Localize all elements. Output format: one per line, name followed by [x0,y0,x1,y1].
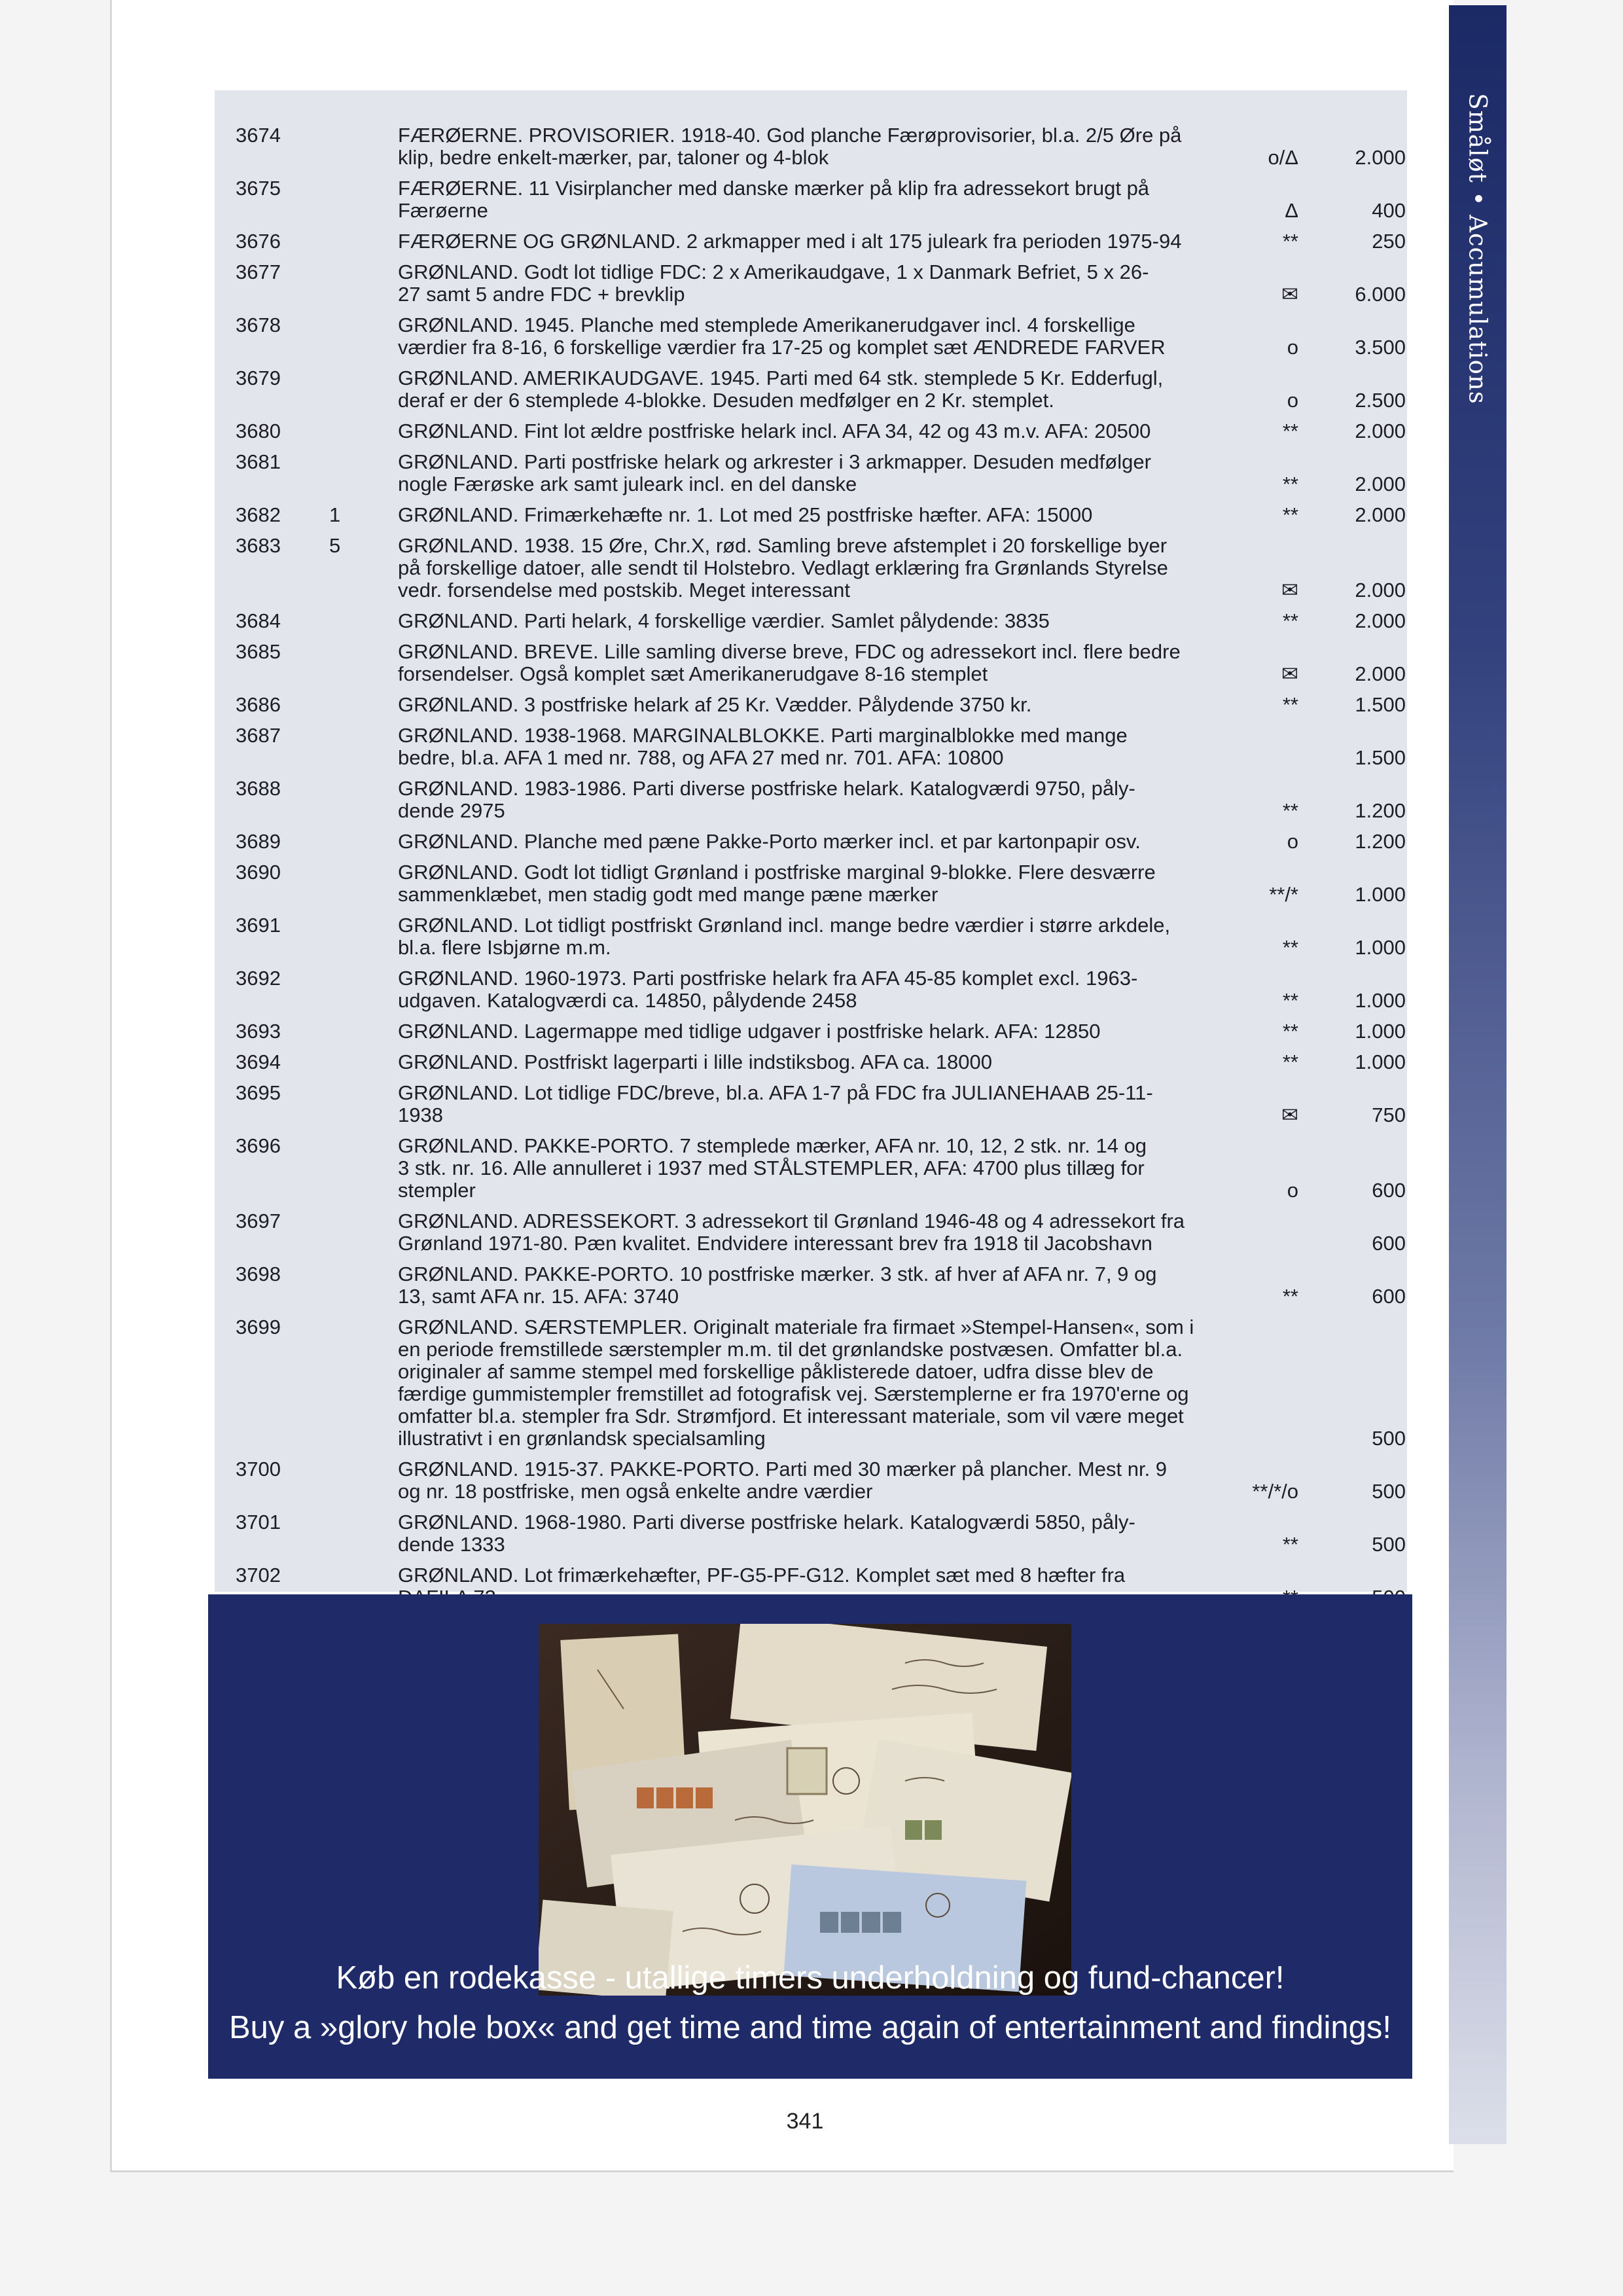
letters-photo-graphic [539,1624,1071,1996]
lot-row [215,1263,1407,1308]
lot-description-line: GRØNLAND. Parti helark, 4 forskellige værdier. Samlet pålydende: 3835 [398,609,1050,632]
lot-price: 1.500 [1355,746,1406,769]
lot-condition: ✉ [1281,579,1298,601]
lot-description [398,504,1262,526]
lot-description-line: GRØNLAND. SÆRSTEMPLER. Originalt materiale fra firmaet »Stempel-Hansen«, som i [398,1316,1194,1338]
lot-price: 1.200 [1355,799,1406,822]
lot-condition: **/* [1269,883,1298,906]
lot-description [398,1082,1262,1126]
lot-description-line: stempler [398,1179,476,1202]
lot-price: 2.000 [1355,420,1406,442]
lot-row [215,124,1407,169]
lot-row [215,1135,1407,1202]
lot-description-line: GRØNLAND. 1915-37. PAKKE-PORTO. Parti med 30 mærker på plancher. Mest nr. 9 [398,1458,1168,1480]
lot-row [215,177,1407,222]
lot-price: 250 [1372,230,1406,253]
lot-price: 600 [1372,1285,1406,1308]
lot-description-line: GRØNLAND. Lagermappe med tidlige udgaver i postfriske helark. AFA: 12850 [398,1020,1101,1043]
lot-row [215,1210,1407,1255]
lot-condition: ** [1282,473,1298,495]
lot-description-line: originaler af samme stempel med forskellige påklisterede datoer, udfra disse blev de [398,1360,1154,1383]
lot-description-line: 27 samt 5 andre FDC + brevklip [398,283,685,306]
lot-description-line: omfatter bl.a. stempler fra Sdr. Strømfjord. Et interessant materiale, som vil være meget [398,1405,1184,1427]
lot-number: 3681 [236,450,281,473]
lot-condition: ** [1282,989,1298,1012]
lot-price: 1.000 [1355,936,1406,959]
lot-description [398,694,1262,716]
lot-condition: ** [1282,1050,1298,1073]
lot-condition: ** [1282,420,1298,442]
lot-condition: o [1287,389,1298,412]
lot-description-line: 1938 [398,1103,443,1126]
lot-number: 3683 [236,534,281,557]
lot-price: 2.500 [1355,389,1406,412]
lot-condition: ** [1282,1285,1298,1308]
lot-row [215,1051,1407,1073]
lot-condition: ** [1282,936,1298,959]
lot-description-line: Færøerne [398,199,488,222]
lot-number: 3701 [236,1511,281,1534]
lot-description-line: GRØNLAND. Planche med pæne Pakke-Porto mærker incl. et par kartonpapir osv. [398,830,1141,853]
lot-number: 3675 [236,177,281,200]
lot-description-line: GRØNLAND. 1945. Planche med stemplede Amerikanerudgaver incl. 4 forskellige [398,314,1135,336]
lot-description [398,831,1262,853]
lot-condition: ** [1282,1020,1298,1043]
lot-number: 3687 [236,724,281,747]
page-number: 341 [786,2109,824,2134]
sidebar-label: Småløt • Accumulations [1463,93,1492,404]
lot-row [215,694,1407,716]
lot-description [398,1051,1262,1073]
lot-description-line: værdier fra 8-16, 6 forskellige værdier fra 17-25 og komplet sæt ÆNDREDE FARVER [398,336,1166,359]
lot-description-line: Grønland 1971-80. Pæn kvalitet. Endvidere interessant brev fra 1918 til Jacobshavn [398,1232,1152,1255]
lot-condition: Δ [1285,199,1298,222]
lot-condition: ✉ [1281,283,1298,306]
lot-condition: o/Δ [1268,146,1298,169]
lot-number: 3684 [236,609,281,632]
lot-number: 3676 [236,230,281,253]
lot-condition: **/*/o [1252,1480,1298,1503]
lot-description-line: GRØNLAND. PAKKE-PORTO. 7 stemplede mærker, AFA nr. 10, 12, 2 stk. nr. 14 og [398,1134,1147,1157]
lot-description-line: sammenklæbet, men stadig godt med mange pæne mærker [398,883,938,906]
lot-price: 2.000 [1355,473,1406,495]
lot-condition: ** [1282,503,1298,526]
lot-number: 3674 [236,124,281,147]
lot-description [398,1210,1262,1255]
lot-description-line: klip, bedre enkelt-mærker, par, taloner og 4-blok [398,146,829,169]
lot-description-line: GRØNLAND. Fint lot ældre postfriske helark incl. AFA 34, 42 og 43 m.v. AFA: 20500 [398,420,1151,442]
lot-price: 2.000 [1355,503,1406,526]
lot-description-line: GRØNLAND. 1938-1968. MARGINALBLOKKE. Parti marginalblokke med mange [398,724,1128,747]
lot-price: 1.200 [1355,830,1406,853]
lot-description-line: dende 2975 [398,799,505,822]
lot-price: 1.000 [1355,883,1406,906]
lot-description [398,778,1262,822]
lot-description-line: 13, samt AFA nr. 15. AFA: 3740 [398,1285,679,1308]
lot-row [215,778,1407,822]
lot-row [215,314,1407,359]
lot-condition: ** [1282,799,1298,822]
lot-condition: ** [1282,609,1298,632]
lot-row [215,420,1407,442]
lot-condition: ** [1282,230,1298,253]
lot-price: 600 [1372,1232,1406,1255]
lot-description-line: GRØNLAND. Godt lot tidlige FDC: 2 x Amerikaudgave, 1 x Danmark Befriet, 5 x 26- [398,260,1149,283]
lot-row [215,261,1407,306]
lot-row [215,230,1407,253]
lot-description-line: GRØNLAND. PAKKE-PORTO. 10 postfriske mærker. 3 stk. af hver af AFA nr. 7, 9 og [398,1263,1157,1285]
lot-number: 3700 [236,1458,281,1480]
lot-figure-ref: 5 [329,534,341,557]
lot-description-line: og nr. 18 postfriske, men også enkelte andre værdier [398,1480,873,1503]
lot-description [398,725,1262,769]
lot-number: 3679 [236,367,281,389]
lot-description-line: GRØNLAND. Lot frimærkehæfter, PF-G5-PF-G12. Komplet sæt med 8 hæfter fra [398,1564,1126,1587]
lot-description [398,367,1262,412]
lot-description-line: GRØNLAND. Lot tidligt postfriskt Grønland incl. mange bedre værdier i større arkdele, [398,914,1171,937]
lot-row [215,1082,1407,1126]
lot-number: 3682 [236,503,281,526]
lot-number: 3695 [236,1081,281,1104]
lot-description [398,967,1262,1012]
lot-row [215,610,1407,632]
lot-description [398,261,1262,306]
lot-condition: o [1287,830,1298,853]
lot-description-line: en periode fremstillede særstempler m.m. til det grønlandske postvæsen. Omfatter bl.a. [398,1338,1183,1361]
lot-description-line: GRØNLAND. Frimærkehæfte nr. 1. Lot med 25 postfriske hæfter. AFA: 15000 [398,503,1093,526]
lot-number: 3698 [236,1263,281,1285]
lot-price: 1.000 [1355,1050,1406,1073]
lot-description [398,1263,1262,1308]
lot-description-line: GRØNLAND. 1983-1986. Parti diverse postfriske helark. Katalogværdi 9750, påly- [398,777,1135,800]
lot-number: 3692 [236,967,281,990]
lot-price: 500 [1372,1427,1406,1450]
lot-row [215,535,1407,601]
lot-row [215,725,1407,769]
lot-number: 3690 [236,861,281,884]
lot-number: 3678 [236,314,281,336]
lot-number: 3685 [236,640,281,663]
lot-price: 750 [1372,1103,1406,1126]
lot-row [215,831,1407,853]
lot-description [398,451,1262,495]
lot-description-line: færdige gummistempler fremstillet ad fotografisk vej. Særstemplerne er fra 1970'erne og [398,1382,1189,1405]
lot-row [215,967,1407,1012]
lot-description [398,1316,1262,1450]
lot-condition: ** [1282,693,1298,716]
lot-description [398,1458,1262,1503]
lot-description-line: GRØNLAND. 1938. 15 Øre, Chr.X, rød. Samling breve afstemplet i 20 forskellige byer [398,534,1168,557]
lot-number: 3693 [236,1020,281,1043]
lot-description [398,861,1262,906]
lot-condition: ✉ [1281,1103,1298,1126]
lot-number: 3686 [236,693,281,716]
lot-description-line: vedr. forsendelse med postskib. Meget interessant [398,579,850,601]
lot-description-line: FÆRØERNE OG GRØNLAND. 2 arkmapper med i alt 175 juleark fra perioden 1975-94 [398,230,1182,253]
lot-number: 3680 [236,420,281,442]
lot-number: 3691 [236,914,281,937]
lot-condition: ✉ [1281,662,1298,685]
lot-price: 2.000 [1355,662,1406,685]
lot-row [215,914,1407,959]
lot-description [398,641,1262,685]
lot-description-line: bl.a. flere Isbjørne m.m. [398,936,611,959]
lot-description [398,1511,1262,1556]
lot-description [398,535,1262,601]
lot-description-line: illustrativt i en grønlandsk specialsamling [398,1427,766,1450]
lot-condition: ** [1282,1533,1298,1556]
lot-price: 600 [1372,1179,1406,1202]
lot-number: 3699 [236,1316,281,1338]
lot-price: 500 [1372,1533,1406,1556]
lot-description [398,420,1262,442]
lot-number: 3697 [236,1210,281,1232]
lot-price: 3.500 [1355,336,1406,359]
lot-price: 1.500 [1355,693,1406,716]
lot-row [215,861,1407,906]
lot-number: 3694 [236,1050,281,1073]
lot-description-line: FÆRØERNE. 11 Visirplancher med danske mærker på klip fra adressekort brugt på [398,177,1150,200]
lot-description [398,1020,1262,1043]
lot-price: 6.000 [1355,283,1406,306]
lot-number: 3702 [236,1564,281,1587]
lot-description-line: GRØNLAND. 3 postfriske helark af 25 Kr. Vædder. Pålydende 3750 kr. [398,693,1032,716]
lot-row [215,451,1407,495]
lot-condition: o [1287,336,1298,359]
lot-row [215,1316,1407,1450]
lot-row [215,1458,1407,1503]
lot-description-line: GRØNLAND. BREVE. Lille samling diverse breve, FDC og adressekort incl. flere bedre [398,640,1181,663]
lot-description-line: GRØNLAND. 1960-1973. Parti postfriske helark fra AFA 45-85 komplet excl. 1963- [398,967,1138,990]
lot-price: 2.000 [1355,579,1406,601]
lot-price: 2.000 [1355,609,1406,632]
lot-price: 500 [1372,1480,1406,1503]
lot-price: 400 [1372,199,1406,222]
letters-photo-icon [539,1624,1071,1996]
lot-price: 1.000 [1355,1020,1406,1043]
lot-row [215,1020,1407,1043]
lot-description [398,610,1262,632]
lot-row [215,1511,1407,1556]
promo-banner [208,1594,1412,2079]
lot-row [215,641,1407,685]
lot-description [398,314,1262,359]
lot-description [398,124,1262,169]
promo-text-english: Buy a »glory hole box« and get time and time again of entertainment and findings! [228,2010,1392,2045]
promo-text-danish: Køb en rodekasse - utallige timers underholdning og fund-chancer! [336,1960,1285,1996]
lot-description-line: FÆRØERNE. PROVISORIER. 1918-40. God planche Færøprovisorier, bl.a. 2/5 Øre på [398,124,1182,147]
lot-row [215,367,1407,412]
lot-description-line: på forskellige datoer, alle sendt til Holstebro. Vedlagt erklæring fra Grønlands Styrelse [398,556,1168,579]
lot-condition: o [1287,1179,1298,1202]
lot-row [215,504,1407,526]
lot-price: 1.000 [1355,989,1406,1012]
lot-description-line: GRØNLAND. Parti postfriske helark og arkrester i 3 arkmapper. Desuden medfølger [398,450,1151,473]
lot-description-line: GRØNLAND. AMERIKAUDGAVE. 1945. Parti med 64 stk. stemplede 5 Kr. Edderfugl, [398,367,1164,389]
lot-description-line: nogle Færøske ark samt juleark incl. en del danske [398,473,857,495]
lot-description-line: GRØNLAND. 1968-1980. Parti diverse postfriske helark. Katalogværdi 5850, påly- [398,1511,1135,1534]
lot-description [398,230,1262,253]
lot-number: 3689 [236,830,281,853]
lot-description-line: udgaven. Katalogværdi ca. 14850, pålydende 2458 [398,989,857,1012]
lot-description-line: forsendelser. Også komplet sæt Amerikanerudgave 8-16 stemplet [398,662,988,685]
lot-description-line: GRØNLAND. ADRESSEKORT. 3 adressekort til Grønland 1946-48 og 4 adressekort fra [398,1210,1185,1232]
lot-description-line: GRØNLAND. Lot tidlige FDC/breve, bl.a. AFA 1-7 på FDC fra JULIANEHAAB 25-11- [398,1081,1153,1104]
lot-description-line: GRØNLAND. Postfriskt lagerparti i lille indstiksbog. AFA ca. 18000 [398,1050,993,1073]
lot-number: 3688 [236,777,281,800]
lot-description-line: 3 stk. nr. 16. Alle annulleret i 1937 med STÅLSTEMPLER, AFA: 4700 plus tillæg for [398,1157,1145,1179]
lot-figure-ref: 1 [329,503,341,526]
lot-description [398,1135,1262,1202]
lot-price: 2.000 [1355,146,1406,169]
lot-description-line: deraf er der 6 stemplede 4-blokke. Desuden medfølger en 2 Kr. stemplet. [398,389,1054,412]
lot-number: 3677 [236,260,281,283]
lot-description [398,177,1262,222]
lot-number: 3696 [236,1134,281,1157]
lot-listing-panel [215,90,1407,1592]
lot-description-line: GRØNLAND. Godt lot tidligt Grønland i postfriske marginal 9-blokke. Flere desværre [398,861,1156,884]
lot-description-line: bedre, bl.a. AFA 1 med nr. 788, og AFA 27 med nr. 701. AFA: 10800 [398,746,1004,769]
lot-description-line: dende 1333 [398,1533,505,1556]
lot-description [398,914,1262,959]
lot-list [215,90,1407,1592]
